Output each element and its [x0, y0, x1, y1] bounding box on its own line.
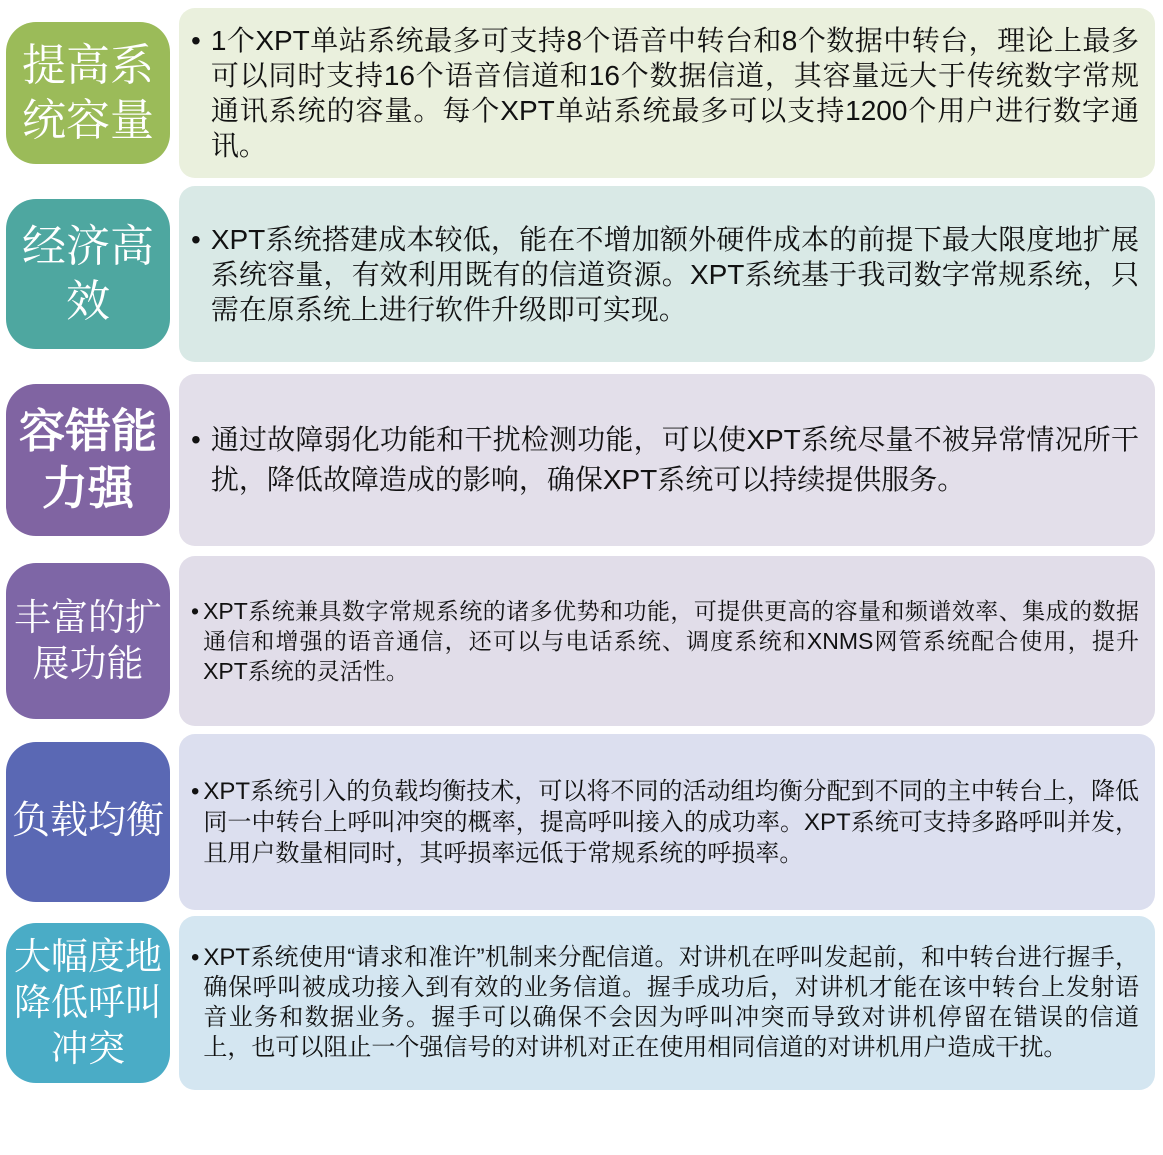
bullet-icon: • — [191, 598, 200, 624]
feature-bullet-block — [191, 943, 1139, 1063]
feature-bullet-block — [191, 222, 1139, 327]
feature-bullet-block — [191, 420, 1139, 500]
feature-text: XPT系统搭建成本较低，能在不增加额外硬件成本的前提下最大限度地扩展系统容量，有效利用既有的信道资源。XPT系统基于我司数字常规系统，只需在原系统上进行软件升级即可实现。 — [210, 223, 1139, 325]
feature-row — [6, 374, 1155, 546]
feature-row — [6, 916, 1155, 1090]
feature-label: 负载均衡 — [6, 742, 170, 902]
feature-text: XPT系统兼具数字常规系统的诸多优势和功能，可提供更高的容量和频谱效率、集成的数据通信和增强的语音通信，还可以与电话系统、调度系统和XNMS网管系统配合使用，提升XPT系统的灵活性。 — [203, 598, 1139, 684]
feature-bullet-block — [191, 23, 1139, 163]
feature-row — [6, 734, 1155, 910]
bullet-icon: • — [191, 223, 201, 255]
bullet-icon: • — [191, 777, 200, 805]
feature-text: XPT系统引入的负载均衡技术，可以将不同的活动组均衡分配到不同的主中转台上，降低同一中转台上呼叫冲突的概率，提高呼叫接入的成功率。XPT系统可支持多路呼叫并发，且用户数量相同时，其呼损率远低于常规系统的呼损率。 — [203, 777, 1139, 867]
feature-text: 通过故障弱化功能和干扰检测功能，可以使XPT系统尽量不被异常情况所干扰，降低故障造成的影响，确保XPT系统可以持续提供服务。 — [210, 424, 1139, 495]
feature-content — [179, 374, 1155, 546]
feature-text: XPT系统使用“请求和准许”机制来分配信道。对讲机在呼叫发起前，和中转台进行握手，确保呼叫被成功接入到有效的业务信道。握手成功后，对讲机才能在该中转台上发射语音业务和数据业务。握手可以确保不会因为呼叫冲突而导致对讲机停留在错误的信道上，也可以阻止一个强信号的对讲机对正在使用相同信道的对讲机用户造成干扰。 — [203, 944, 1139, 1061]
feature-label: 大幅度地降低呼叫冲突 — [6, 923, 170, 1083]
feature-bullet-block — [191, 596, 1139, 686]
feature-label: 提高系统容量 — [6, 22, 170, 164]
feature-row — [6, 556, 1155, 726]
feature-content — [179, 556, 1155, 726]
feature-content — [179, 916, 1155, 1090]
feature-content — [179, 186, 1155, 362]
feature-label: 容错能力强 — [6, 384, 170, 536]
feature-text: 1个XPT单站系统最多可支持8个语音中转台和8个数据中转台，理论上最多可以同时支持16个语音信道和16个数据信道，其容量远大于传统数字常规通讯系统的容量。每个XPT单站系统最多可以支持1200个用户进行数字通讯。 — [210, 25, 1139, 161]
feature-row — [6, 186, 1155, 362]
feature-content — [179, 8, 1155, 178]
feature-label: 经济高效 — [6, 199, 170, 349]
bullet-icon: • — [191, 424, 201, 455]
bullet-icon: • — [191, 944, 200, 971]
feature-bullet-block — [191, 776, 1139, 869]
feature-row — [6, 8, 1155, 178]
feature-label: 丰富的扩展功能 — [6, 563, 170, 719]
bullet-icon: • — [191, 25, 201, 56]
feature-content — [179, 734, 1155, 910]
